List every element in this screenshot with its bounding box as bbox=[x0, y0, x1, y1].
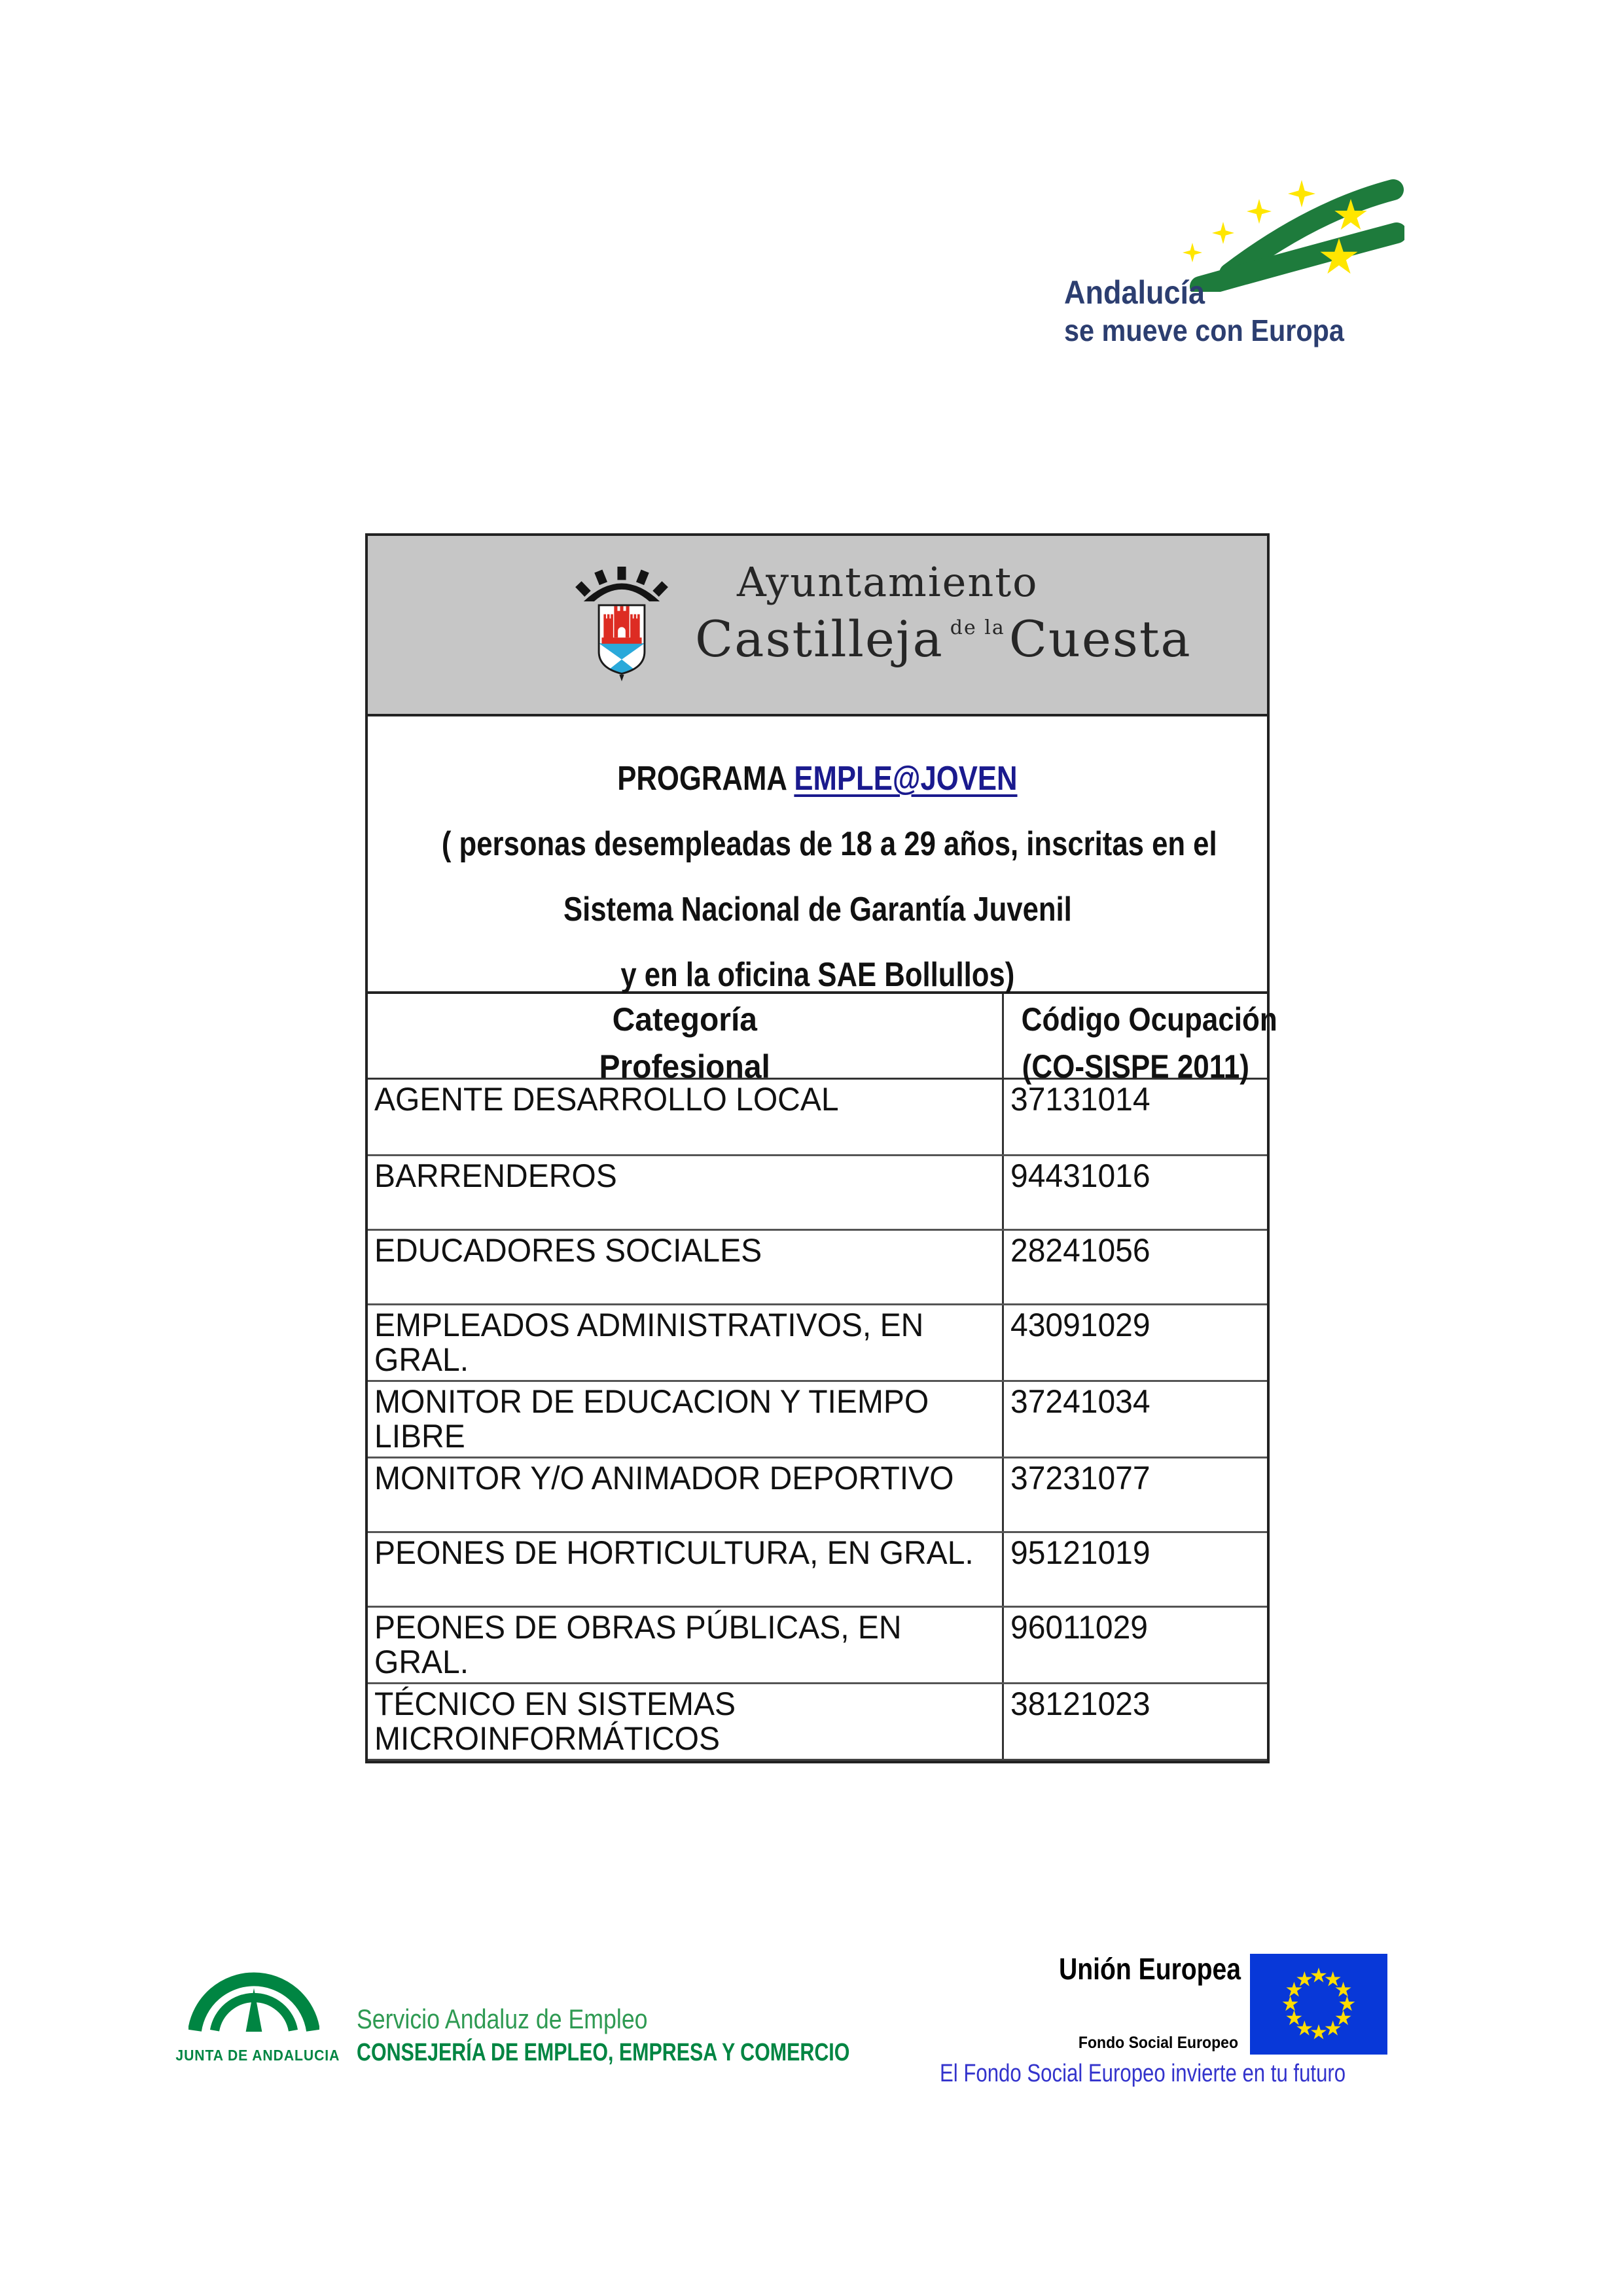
ayuntamiento-de-la: de la bbox=[950, 616, 1005, 639]
ayuntamiento-name-line1: Ayuntamiento bbox=[737, 558, 1039, 606]
ayuntamiento-header bbox=[368, 536, 1267, 716]
table-row bbox=[368, 1154, 1267, 1229]
category-cell: EDUCADORES SOCIALES bbox=[374, 1232, 762, 1269]
table-row bbox=[368, 1080, 1267, 1154]
column-header-categoria: Categoría Profesional bbox=[599, 1001, 771, 1085]
occupations-table bbox=[368, 991, 1277, 1761]
ayuntamiento-crest-icon bbox=[569, 542, 674, 706]
table-row bbox=[368, 1457, 1267, 1531]
code-cell: 96011029 bbox=[1010, 1609, 1148, 1646]
ayuntamiento-name-line2: Castilleja $^{de la}$Cuesta bbox=[695, 610, 1192, 668]
program-title-line3: Sistema Nacional de Garantía Juvenil bbox=[563, 891, 1072, 928]
junta-andalucia-arch-icon bbox=[188, 1956, 319, 2045]
code-cell: 37241034 bbox=[1010, 1383, 1150, 1420]
table-row bbox=[368, 1682, 1267, 1759]
program-title-prefix: PROGRAMA bbox=[617, 760, 794, 798]
category-cell: PEONES DE OBRAS PÚBLICAS, EN GRAL. bbox=[374, 1609, 902, 1680]
category-cell: MONITOR Y/O ANIMADOR DEPORTIVO bbox=[374, 1460, 954, 1496]
andalucia-logo-line1: Andalucía bbox=[1064, 274, 1205, 311]
category-cell: PEONES DE HORTICULTURA, EN GRAL. bbox=[374, 1534, 974, 1571]
code-cell: 95121019 bbox=[1010, 1534, 1150, 1571]
program-title-line2: ( personas desempleadas de 18 a 29 años, inscritas en el bbox=[441, 825, 1217, 863]
table-row bbox=[368, 1606, 1267, 1682]
category-cell: MONITOR DE EDUCACION Y TIEMPO LIBRE bbox=[374, 1383, 929, 1455]
program-title-block bbox=[368, 716, 1267, 994]
servicio-andaluz-empleo-label: Servicio Andaluz de Empleo bbox=[357, 2004, 648, 2034]
code-cell: 37131014 bbox=[1010, 1081, 1150, 1118]
table-header-row bbox=[368, 994, 1277, 1085]
category-cell: AGENTE DESARROLLO LOCAL bbox=[374, 1081, 839, 1118]
category-cell: TÉCNICO EN SISTEMAS MICROINFORMÁTICOS bbox=[374, 1686, 736, 1757]
table-row bbox=[368, 1229, 1267, 1303]
program-title-line4: y en la oficina SAE Bollullos) bbox=[620, 956, 1014, 994]
eu-flag-icon bbox=[1250, 1954, 1387, 2055]
code-cell: 37231077 bbox=[1010, 1460, 1150, 1496]
code-cell: 43091029 bbox=[1010, 1307, 1150, 1343]
consejeria-empleo-label: CONSEJERÍA DE EMPLEO, EMPRESA Y COMERCIO bbox=[357, 2039, 850, 2066]
ayuntamiento-logo-text bbox=[695, 558, 1192, 668]
andalucia-europa-logo bbox=[1046, 175, 1404, 359]
category-cell: EMPLEADOS ADMINISTRATIVOS, EN GRAL. bbox=[374, 1307, 924, 1378]
junta-andalucia-label: JUNTA DE ANDALUCIA bbox=[175, 2047, 340, 2064]
code-cell: 94431016 bbox=[1010, 1157, 1150, 1194]
fse-tagline: El Fondo Social Europeo invierte en tu futuro bbox=[940, 2060, 1346, 2087]
fondo-social-europeo-label: Fondo Social Europeo bbox=[1078, 2034, 1238, 2052]
program-emplejoven-link[interactable]: EMPLE@JOVEN bbox=[794, 760, 1018, 798]
code-cell: 28241056 bbox=[1010, 1232, 1150, 1269]
table-row bbox=[368, 1303, 1267, 1380]
main-document-box bbox=[365, 533, 1277, 1763]
code-cell: 38121023 bbox=[1010, 1686, 1150, 1722]
category-cell: BARRENDEROS bbox=[374, 1157, 617, 1194]
column-header-codigo: Código Ocupación (CO-SISPE 2011) bbox=[1002, 994, 1267, 1078]
table-row bbox=[368, 1531, 1267, 1606]
table-row bbox=[368, 1380, 1267, 1457]
union-europea-label: Unión Europea bbox=[1059, 1952, 1241, 1986]
andalucia-logo-line2: se mueve con Europa bbox=[1064, 313, 1344, 347]
program-title-line1 bbox=[368, 758, 1267, 824]
